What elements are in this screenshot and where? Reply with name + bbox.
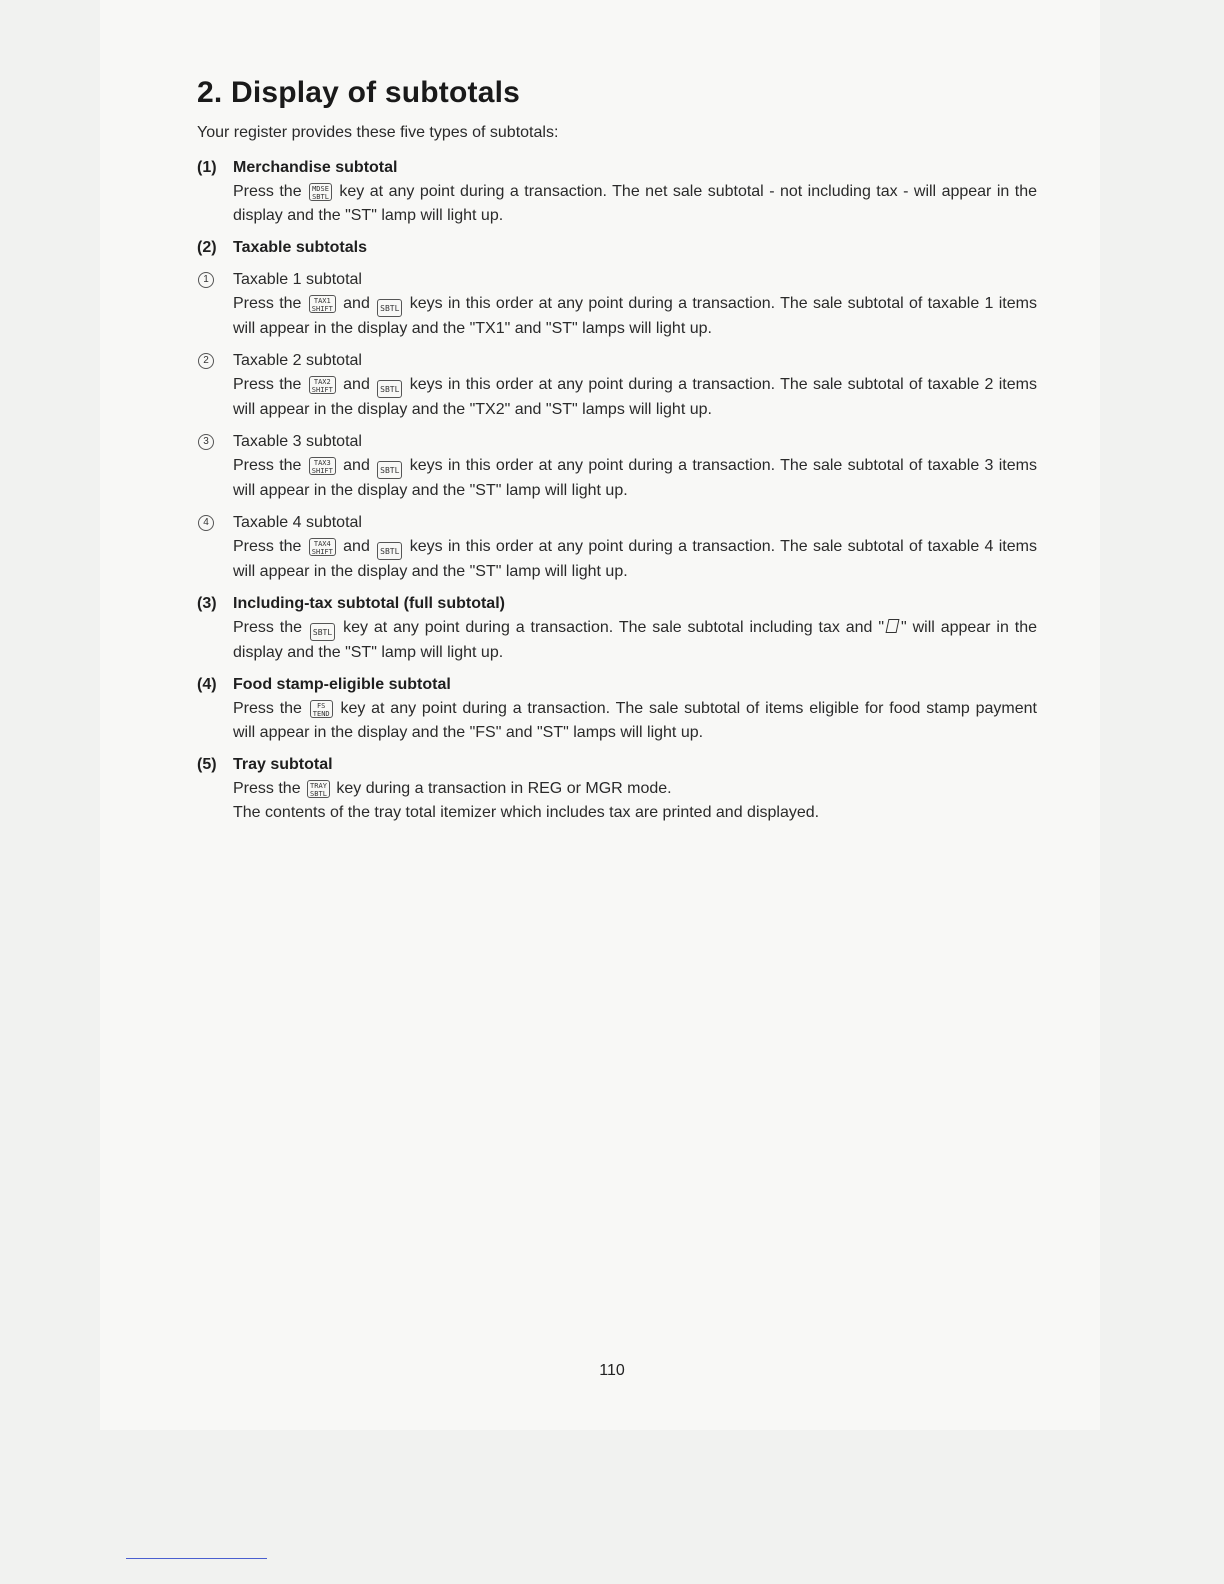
section-heading: Including-tax subtotal (full subtotal) bbox=[233, 595, 505, 612]
subsection-heading: Taxable 3 subtotal bbox=[233, 433, 362, 450]
tax1-shift-key-icon: TAX1 SHIFT bbox=[309, 295, 336, 313]
sbtl-key-icon: SBTL bbox=[377, 461, 402, 479]
section-number: (1) bbox=[197, 159, 217, 176]
circled-number-icon: 1 bbox=[198, 272, 214, 288]
tray-sbtl-key-icon: TRAY SBTL bbox=[307, 780, 330, 798]
page-number: 110 bbox=[599, 1362, 625, 1379]
section-merchandise-subtotal bbox=[197, 156, 1037, 228]
section-including-tax-subtotal: (3) Including-tax subtotal (full subtotal) Press the SBTL key at any point during a transaction. The sale subtotal including tax and " " will appear in the display and the "ST" lamp will light up. bbox=[197, 592, 1037, 665]
section-taxable-subtotals bbox=[197, 236, 1037, 584]
mdse-sbtl-key-icon: MDSE SBTL bbox=[309, 183, 332, 201]
fs-tend-key-icon: FS TEND bbox=[310, 700, 333, 718]
section-food-stamp-subtotal: (4) Food stamp-eligible subtotal Press the FS TEND key at any point during a transaction. The sale subtotal of items eligible for food stamp payment will appear in the display and the "FS" and "ST" lamps will light up. bbox=[197, 673, 1037, 745]
footer-underline-link[interactable] bbox=[126, 1558, 267, 1559]
section-number: (5) bbox=[197, 756, 217, 773]
section-heading: Food stamp-eligible subtotal bbox=[233, 676, 451, 693]
sbtl-key-icon: SBTL bbox=[377, 299, 402, 317]
circled-number-icon: 4 bbox=[198, 515, 214, 531]
taxable-4-subtotal: 4 Taxable 4 subtotal Press the TAX4 SHIFT and SBTL keys in this order at any point during a transaction. The sale subtotal of taxable 4 items will appear in the display and the "ST" lamp will light up. bbox=[197, 511, 1037, 584]
section-heading: Tray subtotal bbox=[233, 756, 333, 773]
page-content bbox=[197, 76, 1037, 833]
tax4-shift-key-icon: TAX4 SHIFT bbox=[309, 538, 336, 556]
taxable-1-subtotal: 1 Taxable 1 subtotal Press the TAX1 SHIFT and SBTL keys in this order at any point during a transaction. The sale subtotal of taxable 1 items will appear in the display and the "TX1" and "ST" lamps will light up. bbox=[197, 268, 1037, 341]
page-title: 2. Display of subtotals bbox=[197, 76, 520, 109]
section-number: (3) bbox=[197, 595, 217, 612]
section-tray-subtotal: (5) Tray subtotal Press the TRAY SBTL key during a transaction in REG or MGR mode. The contents of the tray total itemizer which includes tax are printed and displayed. bbox=[197, 753, 1037, 825]
subsection-heading: Taxable 1 subtotal bbox=[233, 271, 362, 288]
sbtl-key-icon: SBTL bbox=[377, 542, 402, 560]
section-number: (4) bbox=[197, 676, 217, 693]
subsection-heading: Taxable 2 subtotal bbox=[233, 352, 362, 369]
section-number: (2) bbox=[197, 239, 217, 256]
section-heading: Merchandise subtotal bbox=[233, 159, 398, 176]
subsection-heading: Taxable 4 subtotal bbox=[233, 514, 362, 531]
taxable-2-subtotal: 2 Taxable 2 subtotal Press the TAX2 SHIFT and SBTL keys in this order at any point during a transaction. The sale subtotal of taxable 2 items will appear in the display and the "TX2" and "ST" lamps will light up. bbox=[197, 349, 1037, 422]
section-heading: Taxable subtotals bbox=[233, 239, 367, 256]
tax2-shift-key-icon: TAX2 SHIFT bbox=[309, 376, 336, 394]
segment-display-glyph-icon bbox=[886, 619, 900, 633]
sbtl-key-icon: SBTL bbox=[310, 623, 335, 641]
taxable-3-subtotal: 3 Taxable 3 subtotal Press the TAX3 SHIFT and SBTL keys in this order at any point during a transaction. The sale subtotal of taxable 3 items will appear in the display and the "ST" lamp will light up. bbox=[197, 430, 1037, 503]
tax3-shift-key-icon: TAX3 SHIFT bbox=[309, 457, 336, 475]
circled-number-icon: 2 bbox=[198, 353, 214, 369]
sbtl-key-icon: SBTL bbox=[377, 380, 402, 398]
circled-number-icon: 3 bbox=[198, 434, 214, 450]
section-body: Press the MDSE SBTL key at any point during a transaction. The net sale subtotal - not including tax - will appear in the display and the "ST" lamp will light up. bbox=[233, 183, 1038, 224]
intro-text: Your register provides these five types of subtotals: bbox=[197, 124, 559, 141]
